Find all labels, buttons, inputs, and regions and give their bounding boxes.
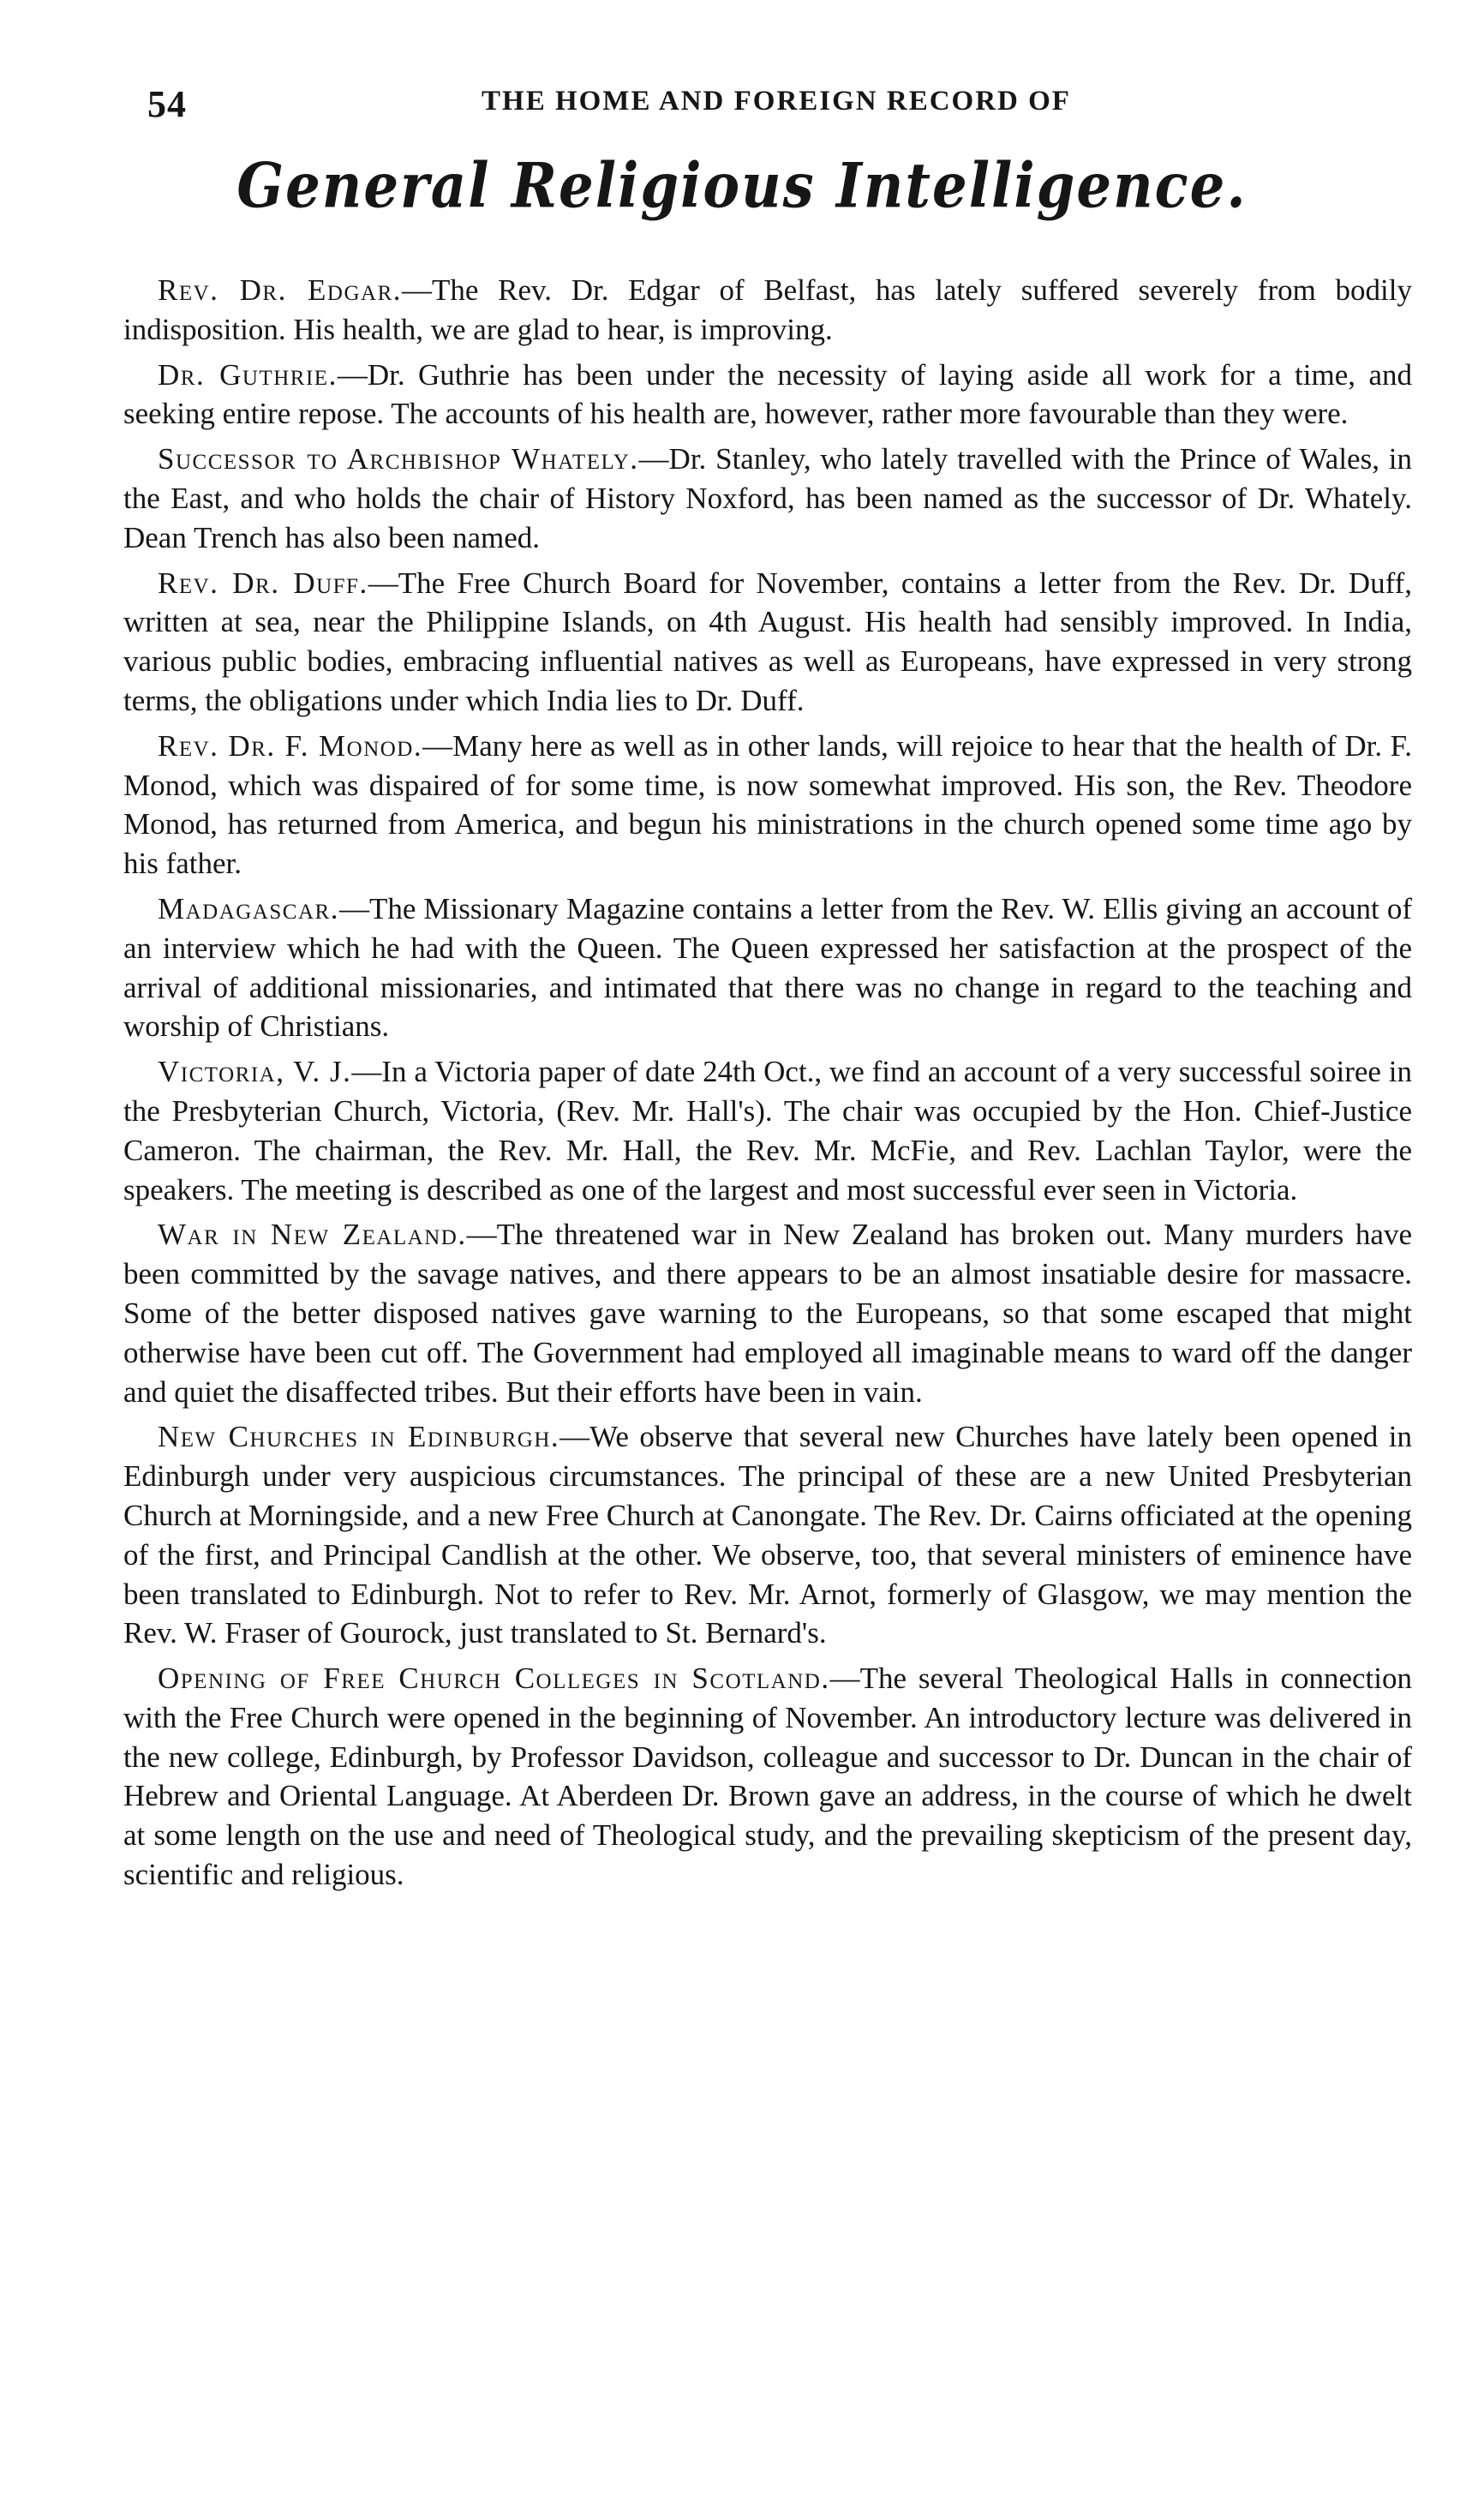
paragraph-lead: Rev. Dr. Duff. xyxy=(158,566,368,600)
paragraph-text: —The Missionary Magazine contains a letter from the Rev. W. Ellis giving an account of an interview which he had with the Queen. The Queen expressed her satisfaction at the prospect of the arrival of additional missionaries, and intimated that there was no change in regard to the teaching and worship of Christians. xyxy=(123,891,1412,1044)
paragraph-lead: Dr. Guthrie. xyxy=(158,357,338,392)
paragraph-lead: War in New Zealand. xyxy=(158,1218,467,1252)
paragraph-lead: Opening of Free Church Colleges in Scotland. xyxy=(158,1662,830,1696)
paragraph-text: —We observe that several new Churches have lately been opened in Edinburgh under very auspicious circumstances. The principal of these are a new United Presbyterian Church at Morningside, and a new Free Church at Canongate. The Rev. Dr. Cairns officiated at the opening of the first, and Principal Candlish at the other. We observe, too, that several ministers of eminence have been translated to Edinburgh. Not to refer to Rev. Mr. Arnot, formerly of Glasgow, we may mention the Rev. W. Fraser of Gourock, just translated to St. Bernard's. xyxy=(123,1420,1413,1650)
paragraph-text: —The several Theological Halls in connection with the Free Church were opened in the beginning of November. An introductory lecture was delivered in the new college, Edinburgh, by Professor Davidson, colleague and successor to Dr. Duncan in the chair of Hebrew and Oriental Language. At Aberdeen Dr. Brown gave an address, in the course of which he dwelt at some length on the use and need of Theological study, and the prevailing skepticism of the present day, scientific and religious. xyxy=(123,1662,1412,1892)
page-number: 54 xyxy=(147,83,187,125)
paragraph-duff xyxy=(123,564,1412,721)
paragraph-text: —Dr. Guthrie has been under the necessity of laying aside all work for a time, and seeking entire repose. The accounts of his health are, however, rather more favourable than they were. xyxy=(123,357,1412,431)
paragraph-monod xyxy=(123,727,1412,883)
paragraph-lead: New Churches in Edinburgh. xyxy=(158,1420,560,1454)
paragraph-guthrie xyxy=(123,356,1412,434)
paragraph-victoria xyxy=(123,1052,1412,1209)
paragraph-new-zealand xyxy=(123,1215,1412,1411)
paragraph-text: —The Free Church Board for November, contains a letter from the Rev. Dr. Duff, written at sea, near the Philippine Islands, on 4th August. His health had sensibly improved. In India, various public bodies, embracing influential natives as well as Europeans, have expressed in very strong terms, the obligations under which India lies to Dr. Duff. xyxy=(123,566,1412,717)
paragraph-text: —The Rev. Dr. Edgar of Belfast, has lately suffered severely from bodily indisposition. His health, we are glad to hear, is improving. xyxy=(123,273,1412,346)
paragraph-colleges-opening xyxy=(123,1659,1412,1895)
paragraph-lead: Madagascar. xyxy=(158,891,339,925)
paragraph-lead: Rev. Dr. F. Monod. xyxy=(158,728,423,763)
paragraph-text: —In a Victoria paper of date 24th Oct., we find an account of a very successful soiree in the Presbyterian Church, Victoria, (Rev. Mr. Hall's). The chair was occupied by the Hon. Chief-Justice Cameron. The chairman, the Rev. Mr. Hall, the Rev. Mr. McFie, and Rev. Lachlan Taylor, were the speakers. The meeting is described as one of the largest and most successful ever seen in Victoria. xyxy=(123,1055,1412,1207)
paragraph-edinburgh-churches xyxy=(123,1417,1412,1653)
running-title: THE HOME AND FOREIGN RECORD OF xyxy=(482,86,1071,117)
paragraph-madagascar xyxy=(123,889,1412,1046)
paragraph-text: —Many here as well as in other lands, will rejoice to hear that the health of Dr. F. Monod, which was dispaired of for some time, is now somewhat improved. His son, the Rev. Theodore Monod, has returned from America, and begun his ministrations in the church opened some time ago by his father. xyxy=(123,728,1412,881)
paragraph-lead: Rev. Dr. Edgar. xyxy=(158,273,403,307)
section-title: General Religious Intelligence. xyxy=(236,150,1248,223)
paragraph-lead: Victoria, V. J. xyxy=(158,1055,352,1089)
paragraph-lead: Successor to Archbishop Whately. xyxy=(158,442,639,476)
running-head xyxy=(147,82,1405,134)
paragraph-text: —Dr. Stanley, who lately travelled with the Prince of Wales, in the East, and who holds the chair of History Noxford, has been named as the successor of Dr. Whately. Dean Trench has also been named. xyxy=(123,442,1412,554)
paragraph-edgar xyxy=(123,271,1412,350)
paragraph-text: —The threatened war in New Zealand has broken out. Many murders have been committed by the savage natives, and there appears to be an almost insatiable desire for massacre. Some of the better disposed natives gave warning to the Europeans, so that some escaped that might otherwise have been cut off. The Government had employed all imaginable means to ward off the danger and quiet the disaffected tribes. But their efforts have been in vain. xyxy=(123,1218,1412,1409)
paragraph-whately-successor xyxy=(123,440,1412,557)
article-body xyxy=(123,271,1412,1895)
